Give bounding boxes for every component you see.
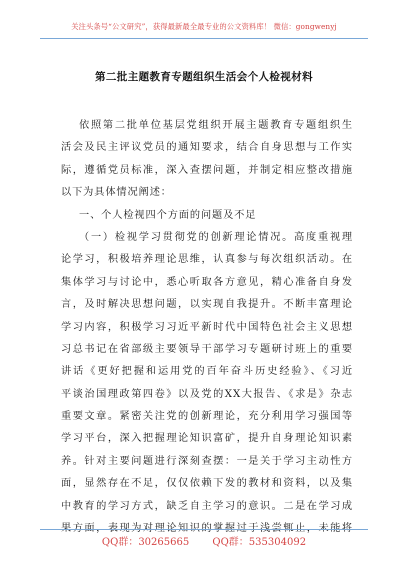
- body-line: 学习平台，深入把握理论知识富矿，提升自身理论知识素: [61, 433, 353, 445]
- body-line: 际，遵循党员标准，深入查摆问题，并制定相应整改措施: [61, 164, 353, 176]
- body-line: 以下为具体情况阐述：: [61, 187, 172, 199]
- body-line: 讲话《更好把握和运用党的百年奋斗历史经验》、《习近: [61, 366, 353, 378]
- header-divider: [40, 38, 368, 39]
- footer: [40, 533, 368, 548]
- footer-qq-group-2: QQ群：535304092: [212, 537, 307, 548]
- body-line: 平谈治国理政第四卷》以及党的XX大报告、《求是》杂志: [61, 388, 353, 400]
- body-line: 活会及民主评议党员的通知要求，结合自身思想与工作实: [61, 142, 353, 154]
- section-heading: 一、个人检视四个方面的问题及不足: [79, 209, 257, 221]
- body-line: 果方面，表现为对理论知识的掌握过于浅尝辄止，未能将: [61, 523, 353, 535]
- body-line: 言，及时解决思想问题，以实现自我提升。不断丰富理论: [61, 299, 353, 311]
- footer-divider: [40, 529, 368, 530]
- header-banner: 关注头条号“公文研究”，获得最新最全最专业的公文资料库！ 微信：gongwenyj: [71, 22, 337, 31]
- body-line: 集体学习与讨论中，悉心听取各方意见，精心准备自身发: [61, 276, 353, 288]
- body-line: 论学习，积极培养理论思维，认真参与每次组织活动。在: [61, 254, 353, 266]
- body-line: 重要文章。紧密关注党的创新理论，充分利用学习强国等: [61, 411, 353, 423]
- document-title: 第二批主题教育专题组织生活会个人检视材料: [95, 71, 313, 83]
- body-line: （一）检视学习贯彻党的创新理论情况。高度重视理: [79, 231, 353, 243]
- footer-qq-group-1: QQ群：30265665: [101, 537, 190, 548]
- document-body: [61, 115, 353, 540]
- body-line: 养。针对主要问题进行深刻查摆：一是关于学习主动性方: [61, 455, 353, 467]
- body-line: 面，显然存在不足，仅仅依赖下发的教材和资料，以及集: [61, 478, 353, 490]
- body-line: 中教育的学习方式，缺乏自主学习的意识。二是在学习成: [61, 500, 353, 512]
- body-line: 学习内容，积极学习习近平新时代中国特色社会主义思想: [61, 321, 353, 333]
- body-line: 依照第二批单位基层党组织开展主题教育专题组织生: [79, 120, 353, 131]
- body-line: 习总书记在省部级主要领导干部学习专题研讨班上的重要: [61, 343, 353, 355]
